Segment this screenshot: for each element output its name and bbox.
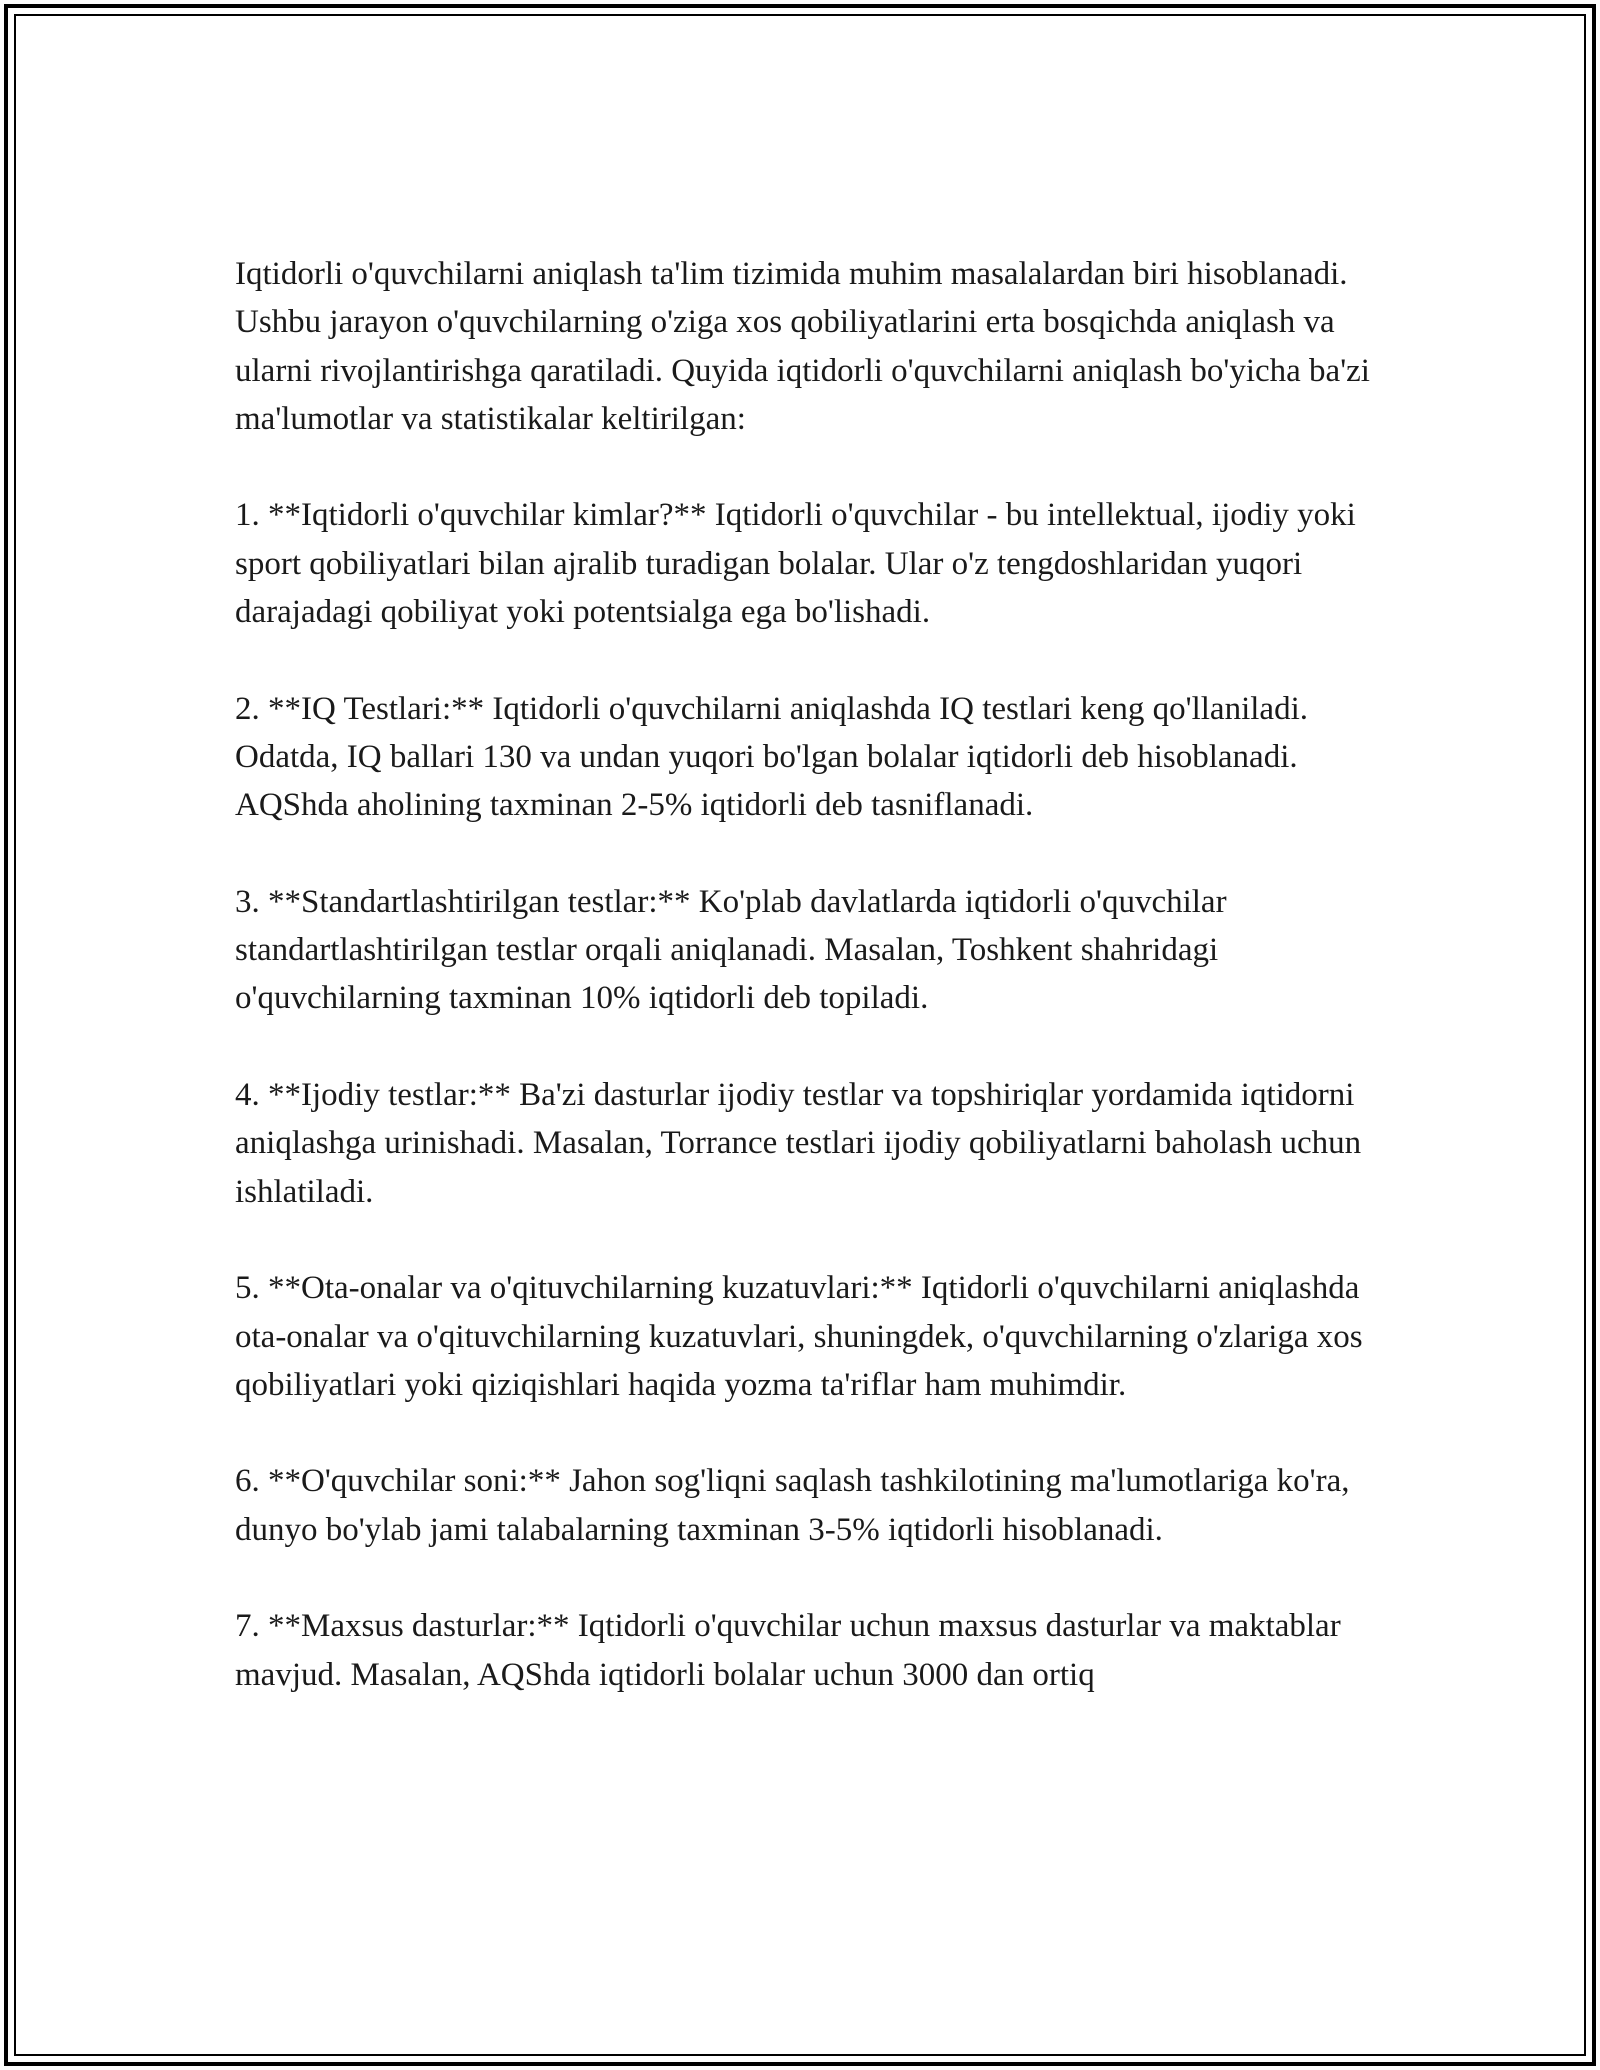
intro-paragraph: Iqtidorli o'quvchilarni aniqlash ta'lim tizimida muhim masalalardan biri hisoblanadi. Ushbu jarayon o'quvchilarning o'ziga xos qobiliyatlarini erta bosqichda aniqlash va ularni rivojlantirishga qaratiladi. Quyida iqtidorli o'quvchilarni aniqlash bo'yicha ba'zi ma'lumotlar va statistikalar keltirilgan: <box>235 256 1370 437</box>
list-item: 2. **IQ Testlari:** Iqtidorli o'quvchilarni aniqlashda IQ testlari keng qo'llaniladi. Odatda, IQ ballari 130 va undan yuqori bo'lgan bolalar iqtidorli deb hisoblanadi. AQShda aholining taxminan 2-5% iqtidorli deb tasniflanadi. <box>235 690 1308 824</box>
list-item: 4. **Ijodiy testlar:** Ba'zi dasturlar ijodiy testlar va topshiriqlar yordamida iqtidorni aniqlashga urinishadi. Masalan, Torrance testlari ijodiy qobiliyatlarni baholash uchun ishlatiladi. <box>235 1077 1362 1210</box>
list-item: 5. **Ota-onalar va o'qituvchilarning kuzatuvlari:** Iqtidorli o'quvchilarni aniqlashda ota-onalar va o'qituvchilarning kuzatuvlari, shuningdek, o'quvchilarning o'zlariga xos qobiliyatlari yoki qiziqishlari haqida yozma ta'riflar ham muhimdir. <box>235 1270 1363 1403</box>
list-item: 6. **O'quvchilar soni:** Jahon sog'liqni saqlash tashkilotining ma'lumotlariga ko'ra, dunyo bo'ylab jami talabalarning taxminan 3-5% iqtidorli hisoblanadi. <box>235 1463 1350 1548</box>
list-item: 1. **Iqtidorli o'quvchilar kimlar?** Iqtidorli o'quvchilar - bu intellektual, ijodiy yoki sport qobiliyatlari bilan ajralib turadigan bolalar. Ular o'z tengdoshlaridan yuqori darajadagi qobiliyat yoki potentsialga ega bo'lishadi. <box>235 497 1356 631</box>
document-body <box>235 250 1395 1699</box>
list-item: 3. **Standartlashtirilgan testlar:** Ko'plab davlatlarda iqtidorli o'quvchilar standartlashtirilgan testlar orqali aniqlanadi. Masalan, Toshkent shahridagi o'quvchilarning taxminan 10% iqtidorli deb topiladi. <box>235 883 1227 1017</box>
list-item: 7. **Maxsus dasturlar:** Iqtidorli o'quvchilar uchun maxsus dasturlar va maktablar mavjud. Masalan, AQShda iqtidorli bolalar uchun 3000 dan ortiq <box>235 1608 1341 1693</box>
